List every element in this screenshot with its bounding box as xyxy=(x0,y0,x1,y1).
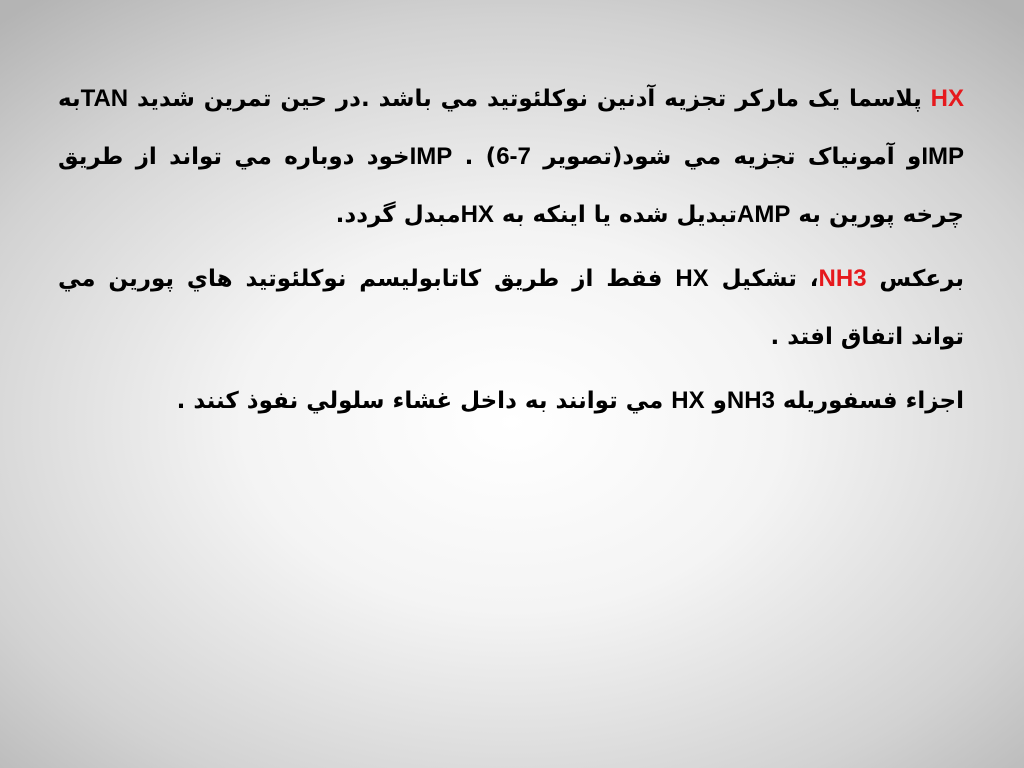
figure-ref: 6-7 xyxy=(496,143,531,170)
text-segment: و آمونياک تجزيه مي شود(تصوير xyxy=(530,144,922,170)
text-segment: ، تشکيل xyxy=(708,266,819,292)
paragraph-1 xyxy=(58,70,964,244)
text-segment: خود دوباره مي تواند از طريق چرخه پورين به xyxy=(58,144,964,228)
text-segment: فقط از طريق کاتابوليسم نوکلئوتيد هاي پورين مي تواند اتفاق افتد . xyxy=(58,266,964,350)
paragraph-2 xyxy=(58,250,964,366)
paragraph-3 xyxy=(58,372,964,430)
term-tan: TAN xyxy=(80,85,129,112)
text-segment: ) . xyxy=(452,144,497,170)
text-segment: تبديل شده يا اينکه به xyxy=(493,202,737,228)
term-amp: AMP xyxy=(737,201,791,228)
text-segment: مي توانند به داخل غشاء سلولي نفوذ کنند . xyxy=(176,388,672,414)
text-segment: و xyxy=(704,388,727,414)
text-segment: پلاسما يک مارکر تجزيه آدنين نوکلئوتيد مي باشد .در حين تمرين شديد xyxy=(128,86,931,112)
slide-body xyxy=(58,70,964,436)
term-nh3: NH3 xyxy=(818,265,867,292)
term-hx: HX xyxy=(460,201,494,228)
term-hx: HX xyxy=(675,265,709,292)
term-hx: HX xyxy=(930,85,964,112)
term-imp: IMP xyxy=(409,143,453,170)
text-segment: مبدل گردد. xyxy=(335,202,461,228)
text-segment: برعکس xyxy=(866,266,964,292)
term-hx: HX xyxy=(671,387,705,414)
term-nh3: NH3 xyxy=(726,387,775,414)
text-segment: اجزاء فسفوريله xyxy=(774,388,964,414)
term-imp: IMP xyxy=(921,143,964,170)
text-segment: به xyxy=(58,86,81,112)
